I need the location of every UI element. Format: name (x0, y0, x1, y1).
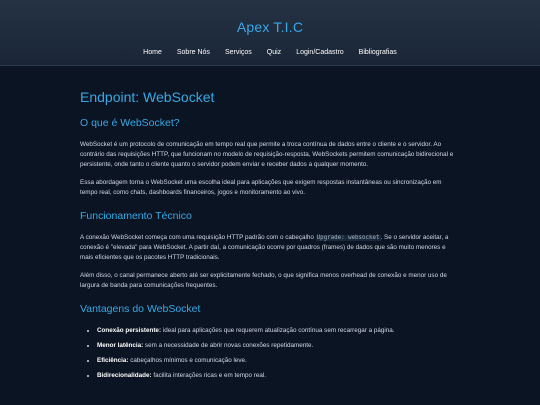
section-heading-advantages: Vantagens do WebSocket (80, 303, 201, 315)
technical-paragraph-2: Além disso, o canal permanece aberto até ser explicitamente fechado, o que significa menos overhead de conexão e menor uso de largura de banda para comunicações frequentes. (80, 272, 447, 289)
section-heading-what-is: O que é WebSocket? (80, 117, 180, 129)
nav-quiz[interactable]: Quiz (266, 49, 282, 56)
main-nav (0, 48, 540, 57)
section-technical (80, 210, 460, 291)
nav-bibliografias[interactable]: Bibliografias (358, 49, 397, 56)
section-advantages (80, 303, 460, 381)
site-header (0, 0, 540, 66)
technical-p1-text-end: . Se o servidor aceitar, a conexão é "elevada" para WebSocket. A partir daí, a comunicação ocorre por quadros (frames) de dados que são muito menores e mais eficientes que os pacotes HTTP tradicionais. (80, 234, 449, 261)
advantage-term: Eficiência: (97, 357, 129, 364)
advantage-term: Menor latência: (97, 342, 144, 349)
section-what-is (80, 117, 460, 198)
nav-sobre-nos[interactable]: Sobre Nós (176, 49, 210, 56)
section-heading-technical: Funcionamento Técnico (80, 210, 192, 222)
list-item (97, 371, 460, 381)
upgrade-header-code: Upgrade: websocket (316, 235, 380, 241)
main-content (0, 66, 540, 381)
nav-home[interactable]: Home (143, 49, 162, 56)
advantage-description: facilita interações ricas e em tempo real. (151, 372, 267, 379)
page-title: Endpoint: WebSocket (80, 89, 215, 105)
advantage-description: ideal para aplicações que requerem atualização contínua sem recarregar a página. (161, 327, 395, 334)
technical-paragraph-1 (80, 233, 460, 263)
list-item (97, 356, 460, 366)
technical-p1-text-start: A conexão WebSocket começa com uma requisição HTTP padrão com o cabeçalho (80, 234, 316, 241)
what-is-paragraph-1: WebSocket é um protocolo de comunicação em tempo real que permite a troca contínua de dados entre o cliente e o servidor. Ao contrário das requisições HTTP, que funcionam no modelo de requisição-resposta, WebSockets permitem comunicação bidirecional e persistente, onde tanto o cliente quanto o servidor podem enviar e receber dados a qualquer momento. (80, 141, 454, 168)
advantage-term: Conexão persistente: (97, 327, 162, 334)
nav-servicos[interactable]: Serviços (224, 49, 252, 56)
list-item (97, 326, 460, 336)
advantages-list (80, 326, 460, 381)
nav-login-cadastro[interactable]: Login/Cadastro (296, 49, 344, 56)
list-item (97, 341, 460, 351)
brand-title[interactable]: Apex T.I.C (236, 19, 304, 35)
advantage-term: Bidirecionalidade: (97, 372, 152, 379)
advantage-description: cabeçalhos mínimos e comunicação leve. (128, 357, 247, 364)
what-is-paragraph-2: Essa abordagem torna o WebSocket uma escolha ideal para aplicações que exigem respostas instantâneas ou sincronização em tempo real, como chats, dashboards financeiros, jogos e monitoramento ao vivo. (80, 179, 442, 196)
advantage-description: sem a necessidade de abrir novas conexões repetidamente. (143, 342, 314, 349)
